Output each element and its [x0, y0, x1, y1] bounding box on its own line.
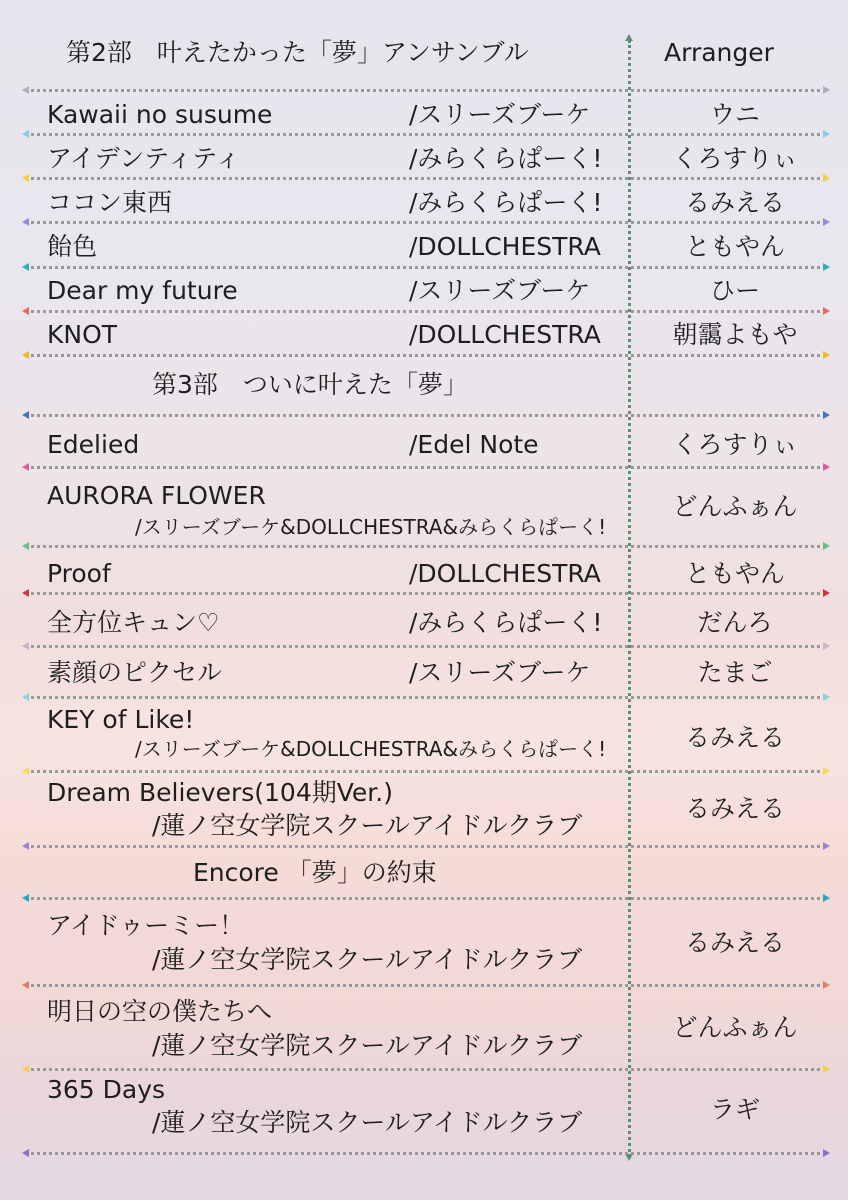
row-divider — [26, 221, 826, 224]
row-divider — [26, 310, 826, 313]
song-arranger: ともやん — [684, 559, 785, 588]
song-group: /みらくらぱーく! — [409, 144, 603, 173]
section-heading-part3: 第3部 ついに叶えた「夢」 — [152, 370, 468, 399]
row-divider — [26, 133, 826, 136]
row-divider — [26, 545, 826, 548]
song-group: /スリーズブーケ — [409, 100, 591, 129]
song-arranger: るみえる — [684, 723, 785, 752]
song-title: KNOT — [47, 320, 118, 349]
song-group: /スリーズブーケ — [409, 658, 591, 687]
song-arranger: たまご — [697, 658, 773, 687]
song-group: /蓮ノ空女学院スクールアイドルクラブ — [152, 811, 583, 840]
section-heading-part2: 第2部 叶えたかった「夢」アンサンブル — [66, 38, 529, 67]
song-title: アイデンティティ — [47, 144, 241, 173]
song-group: /スリーズブーケ — [409, 276, 591, 305]
song-arranger: ともやん — [684, 232, 785, 261]
song-group: /スリーズブーケ&DOLLCHESTRA&みらくらぱーく! — [135, 737, 607, 761]
song-group: /DOLLCHESTRA — [409, 559, 601, 588]
song-title: Proof — [47, 559, 111, 588]
song-arranger: ラギ — [709, 1095, 760, 1124]
section-heading-encore: Encore 「夢」の約束 — [193, 858, 437, 887]
song-title: Dear my future — [47, 276, 238, 305]
song-title: Edelied — [47, 430, 140, 459]
song-title: Kawaii no susume — [47, 100, 273, 129]
vertical-divider-bottom-arrow — [625, 1154, 633, 1161]
row-divider — [26, 1152, 826, 1155]
song-arranger: どんふぁん — [672, 1013, 798, 1042]
song-title: 全方位キュン♡ — [47, 608, 220, 637]
song-arranger: くろすりぃ — [672, 144, 798, 173]
song-arranger: だんろ — [697, 608, 773, 637]
row-divider — [26, 696, 826, 699]
song-title: 飴色 — [47, 232, 98, 261]
row-divider — [26, 984, 826, 987]
song-group: /DOLLCHESTRA — [409, 320, 601, 349]
row-divider — [26, 266, 826, 269]
song-arranger: るみえる — [684, 188, 785, 217]
row-divider — [26, 645, 826, 648]
row-divider — [26, 592, 826, 595]
song-arranger: くろすりぃ — [672, 430, 798, 459]
song-arranger: るみえる — [684, 928, 785, 957]
arranger-column-header: Arranger — [664, 38, 774, 67]
song-group: /Edel Note — [409, 430, 539, 459]
row-divider — [26, 354, 826, 357]
song-group: /蓮ノ空女学院スクールアイドルクラブ — [152, 1031, 583, 1060]
row-divider — [26, 897, 826, 900]
song-group: /蓮ノ空女学院スクールアイドルクラブ — [152, 945, 583, 974]
song-title: 明日の空の僕たちへ — [47, 997, 273, 1026]
song-arranger: ひー — [709, 276, 760, 305]
row-divider — [26, 845, 826, 848]
row-divider — [26, 770, 826, 773]
song-title: アイドゥーミー！ — [47, 911, 245, 940]
song-title: ココン東西 — [47, 188, 173, 217]
song-group: /スリーズブーケ&DOLLCHESTRA&みらくらぱーく! — [135, 515, 607, 539]
song-title: 365 Days — [47, 1075, 166, 1104]
song-group: /みらくらぱーく! — [409, 188, 603, 217]
vertical-divider-top-arrow — [625, 34, 633, 41]
song-group: /DOLLCHESTRA — [409, 232, 601, 261]
song-arranger: どんふぁん — [672, 492, 798, 521]
song-group: /みらくらぱーく! — [409, 608, 603, 637]
song-arranger: るみえる — [684, 794, 785, 823]
song-title: KEY of Like! — [47, 705, 195, 734]
row-divider — [26, 177, 826, 180]
song-arranger: 朝靄よもや — [672, 320, 798, 349]
song-title: 素顔のピクセル — [47, 658, 223, 687]
song-title: Dream Believers(104期Ver.) — [47, 778, 393, 807]
row-divider — [26, 1068, 826, 1071]
vertical-divider — [628, 40, 631, 1157]
song-arranger: ウニ — [709, 100, 760, 129]
row-divider — [26, 89, 826, 92]
song-title: AURORA FLOWER — [47, 481, 266, 510]
row-divider — [26, 414, 826, 417]
song-group: /蓮ノ空女学院スクールアイドルクラブ — [152, 1108, 583, 1137]
row-divider — [26, 466, 826, 469]
